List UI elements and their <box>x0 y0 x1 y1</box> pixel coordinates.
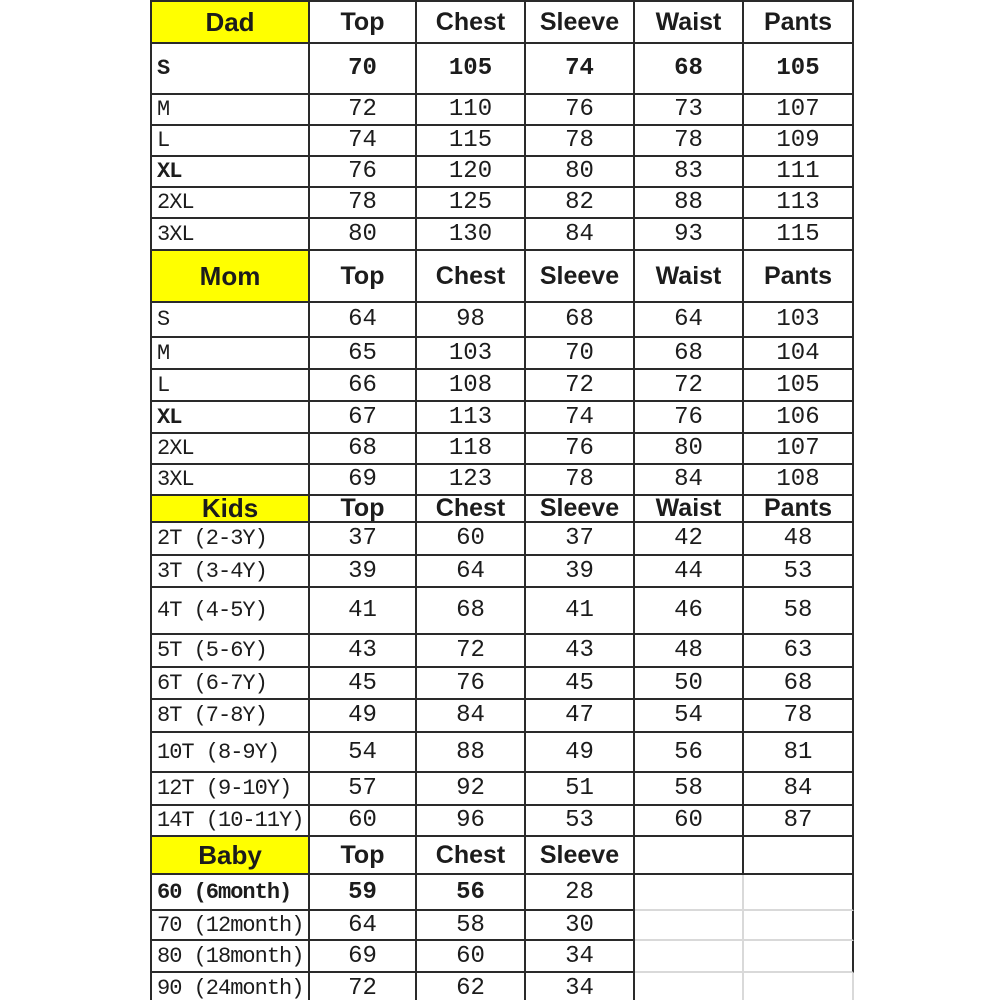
value-cell: 53 <box>526 806 635 837</box>
value-cell: 64 <box>417 556 526 588</box>
value-cell: 83 <box>635 157 744 188</box>
table-row <box>152 733 854 773</box>
table-row <box>152 157 854 188</box>
value-cell: 48 <box>744 523 854 556</box>
table-row <box>152 303 854 338</box>
section-header-row <box>152 251 854 303</box>
column-header-sleeve: Sleeve <box>526 2 635 44</box>
table-row <box>152 370 854 402</box>
column-header-sleeve: Sleeve <box>526 251 635 303</box>
value-cell: 84 <box>526 219 635 251</box>
value-cell: 41 <box>526 588 635 635</box>
value-cell: 70 <box>526 338 635 370</box>
value-cell: 44 <box>635 556 744 588</box>
section-title-dad: Dad <box>152 2 310 44</box>
column-header-chest: Chest <box>417 251 526 303</box>
row-label: 2XL <box>152 188 310 219</box>
table-row <box>152 773 854 806</box>
value-cell: 107 <box>744 434 854 465</box>
row-label: L <box>152 126 310 157</box>
table-row <box>152 402 854 434</box>
value-cell: 120 <box>417 157 526 188</box>
row-label: 8T (7-8Y) <box>152 700 310 733</box>
value-cell: 76 <box>526 95 635 126</box>
value-cell: 65 <box>310 338 417 370</box>
table-row <box>152 465 854 496</box>
value-cell: 106 <box>744 402 854 434</box>
value-cell: 115 <box>744 219 854 251</box>
value-cell: 68 <box>744 668 854 700</box>
value-cell: 54 <box>310 733 417 773</box>
value-cell: 74 <box>526 44 635 95</box>
value-cell: 78 <box>744 700 854 733</box>
value-cell: 84 <box>417 700 526 733</box>
row-label: 2T (2-3Y) <box>152 523 310 556</box>
column-header-pants: Pants <box>744 496 854 523</box>
row-label: M <box>152 338 310 370</box>
column-header-waist: Waist <box>635 496 744 523</box>
value-cell: 80 <box>635 434 744 465</box>
value-cell: 64 <box>635 303 744 338</box>
value-cell: 68 <box>417 588 526 635</box>
value-cell: 43 <box>526 635 635 668</box>
size-chart-table <box>150 0 854 1000</box>
value-cell: 68 <box>635 338 744 370</box>
value-cell: 68 <box>635 44 744 95</box>
value-cell: 72 <box>635 370 744 402</box>
table-row <box>152 338 854 370</box>
value-cell <box>635 973 744 1000</box>
value-cell: 42 <box>635 523 744 556</box>
value-cell: 96 <box>417 806 526 837</box>
value-cell: 81 <box>744 733 854 773</box>
value-cell: 107 <box>744 95 854 126</box>
value-cell: 74 <box>310 126 417 157</box>
value-cell: 47 <box>526 700 635 733</box>
column-header-top: Top <box>310 2 417 44</box>
row-label: S <box>152 44 310 95</box>
value-cell: 37 <box>526 523 635 556</box>
section-baby <box>150 837 854 1000</box>
value-cell: 59 <box>310 875 417 911</box>
value-cell: 72 <box>526 370 635 402</box>
value-cell: 51 <box>526 773 635 806</box>
table-row <box>152 973 854 1000</box>
value-cell: 54 <box>635 700 744 733</box>
column-header-sleeve: Sleeve <box>526 837 635 875</box>
value-cell: 46 <box>635 588 744 635</box>
value-cell: 64 <box>310 303 417 338</box>
row-label: 5T (5-6Y) <box>152 635 310 668</box>
value-cell: 93 <box>635 219 744 251</box>
value-cell: 37 <box>310 523 417 556</box>
value-cell <box>635 911 744 941</box>
value-cell: 84 <box>744 773 854 806</box>
row-label: 3XL <box>152 465 310 496</box>
column-header-waist: Waist <box>635 251 744 303</box>
value-cell: 103 <box>744 303 854 338</box>
value-cell: 72 <box>417 635 526 668</box>
table-row <box>152 806 854 837</box>
value-cell: 98 <box>417 303 526 338</box>
row-label: 2XL <box>152 434 310 465</box>
value-cell: 103 <box>417 338 526 370</box>
value-cell: 69 <box>310 465 417 496</box>
value-cell: 72 <box>310 95 417 126</box>
row-label: 3XL <box>152 219 310 251</box>
row-label: S <box>152 303 310 338</box>
value-cell: 76 <box>310 157 417 188</box>
value-cell: 92 <box>417 773 526 806</box>
column-header-empty <box>635 837 744 875</box>
row-label: 90 (24month) <box>152 973 310 1000</box>
value-cell: 105 <box>744 370 854 402</box>
value-cell: 66 <box>310 370 417 402</box>
value-cell <box>744 941 854 973</box>
value-cell: 45 <box>310 668 417 700</box>
value-cell: 76 <box>417 668 526 700</box>
table-row <box>152 523 854 556</box>
value-cell: 88 <box>417 733 526 773</box>
value-cell: 60 <box>635 806 744 837</box>
value-cell <box>744 911 854 941</box>
value-cell: 69 <box>310 941 417 973</box>
section-title-mom: Mom <box>152 251 310 303</box>
row-label: XL <box>152 402 310 434</box>
value-cell: 118 <box>417 434 526 465</box>
value-cell: 105 <box>417 44 526 95</box>
value-cell: 56 <box>635 733 744 773</box>
value-cell: 108 <box>417 370 526 402</box>
value-cell: 67 <box>310 402 417 434</box>
value-cell: 78 <box>526 465 635 496</box>
row-label: 12T (9-10Y) <box>152 773 310 806</box>
table-row <box>152 875 854 911</box>
table-row <box>152 668 854 700</box>
table-row <box>152 556 854 588</box>
table-row <box>152 941 854 973</box>
column-header-top: Top <box>310 837 417 875</box>
value-cell: 113 <box>744 188 854 219</box>
value-cell <box>635 875 744 911</box>
column-header-sleeve: Sleeve <box>526 496 635 523</box>
section-rows <box>152 44 854 251</box>
value-cell: 49 <box>310 700 417 733</box>
section-title-baby: Baby <box>152 837 310 875</box>
section-kids <box>150 496 854 837</box>
value-cell: 80 <box>310 219 417 251</box>
value-cell: 109 <box>744 126 854 157</box>
value-cell: 84 <box>635 465 744 496</box>
value-cell: 56 <box>417 875 526 911</box>
row-label: 10T (8-9Y) <box>152 733 310 773</box>
row-label: 3T (3-4Y) <box>152 556 310 588</box>
section-rows <box>152 303 854 496</box>
row-label: L <box>152 370 310 402</box>
value-cell: 49 <box>526 733 635 773</box>
row-label: XL <box>152 157 310 188</box>
row-label: M <box>152 95 310 126</box>
value-cell: 108 <box>744 465 854 496</box>
value-cell: 43 <box>310 635 417 668</box>
section-dad <box>150 2 854 251</box>
value-cell: 111 <box>744 157 854 188</box>
value-cell: 62 <box>417 973 526 1000</box>
value-cell <box>635 941 744 973</box>
value-cell: 87 <box>744 806 854 837</box>
value-cell: 105 <box>744 44 854 95</box>
section-header-row <box>152 837 854 875</box>
value-cell: 123 <box>417 465 526 496</box>
value-cell: 45 <box>526 668 635 700</box>
value-cell: 57 <box>310 773 417 806</box>
value-cell: 34 <box>526 941 635 973</box>
table-row <box>152 635 854 668</box>
column-header-top: Top <box>310 496 417 523</box>
value-cell: 88 <box>635 188 744 219</box>
column-header-chest: Chest <box>417 2 526 44</box>
column-header-pants: Pants <box>744 251 854 303</box>
section-mom <box>150 251 854 496</box>
value-cell: 125 <box>417 188 526 219</box>
value-cell: 50 <box>635 668 744 700</box>
row-label: 60 (6month) <box>152 875 310 911</box>
value-cell: 73 <box>635 95 744 126</box>
value-cell: 104 <box>744 338 854 370</box>
value-cell: 113 <box>417 402 526 434</box>
value-cell: 60 <box>417 941 526 973</box>
section-rows <box>152 875 854 1000</box>
value-cell: 68 <box>526 303 635 338</box>
row-label: 4T (4-5Y) <box>152 588 310 635</box>
value-cell: 78 <box>526 126 635 157</box>
section-header-row <box>152 496 854 523</box>
section-rows <box>152 523 854 837</box>
value-cell: 58 <box>744 588 854 635</box>
value-cell: 115 <box>417 126 526 157</box>
section-header-row <box>152 2 854 44</box>
value-cell: 39 <box>310 556 417 588</box>
value-cell: 53 <box>744 556 854 588</box>
value-cell: 34 <box>526 973 635 1000</box>
value-cell <box>744 973 854 1000</box>
column-header-chest: Chest <box>417 837 526 875</box>
row-label: 14T (10-11Y) <box>152 806 310 837</box>
column-header-top: Top <box>310 251 417 303</box>
value-cell: 64 <box>310 911 417 941</box>
value-cell: 41 <box>310 588 417 635</box>
value-cell: 60 <box>310 806 417 837</box>
value-cell: 78 <box>310 188 417 219</box>
table-row <box>152 44 854 95</box>
table-row <box>152 188 854 219</box>
value-cell: 110 <box>417 95 526 126</box>
column-header-empty <box>744 837 854 875</box>
table-row <box>152 700 854 733</box>
value-cell: 76 <box>635 402 744 434</box>
value-cell: 82 <box>526 188 635 219</box>
row-label: 80 (18month) <box>152 941 310 973</box>
table-row <box>152 434 854 465</box>
value-cell: 76 <box>526 434 635 465</box>
value-cell: 72 <box>310 973 417 1000</box>
value-cell: 30 <box>526 911 635 941</box>
value-cell <box>744 875 854 911</box>
value-cell: 39 <box>526 556 635 588</box>
column-header-waist: Waist <box>635 2 744 44</box>
table-row <box>152 911 854 941</box>
table-row <box>152 126 854 157</box>
column-header-pants: Pants <box>744 2 854 44</box>
value-cell: 58 <box>417 911 526 941</box>
column-header-chest: Chest <box>417 496 526 523</box>
value-cell: 63 <box>744 635 854 668</box>
row-label: 70 (12month) <box>152 911 310 941</box>
value-cell: 58 <box>635 773 744 806</box>
table-row <box>152 588 854 635</box>
value-cell: 68 <box>310 434 417 465</box>
row-label: 6T (6-7Y) <box>152 668 310 700</box>
value-cell: 130 <box>417 219 526 251</box>
value-cell: 48 <box>635 635 744 668</box>
value-cell: 74 <box>526 402 635 434</box>
section-title-kids: Kids <box>152 496 310 523</box>
value-cell: 80 <box>526 157 635 188</box>
value-cell: 60 <box>417 523 526 556</box>
value-cell: 70 <box>310 44 417 95</box>
value-cell: 28 <box>526 875 635 911</box>
value-cell: 78 <box>635 126 744 157</box>
table-row <box>152 95 854 126</box>
table-row <box>152 219 854 251</box>
